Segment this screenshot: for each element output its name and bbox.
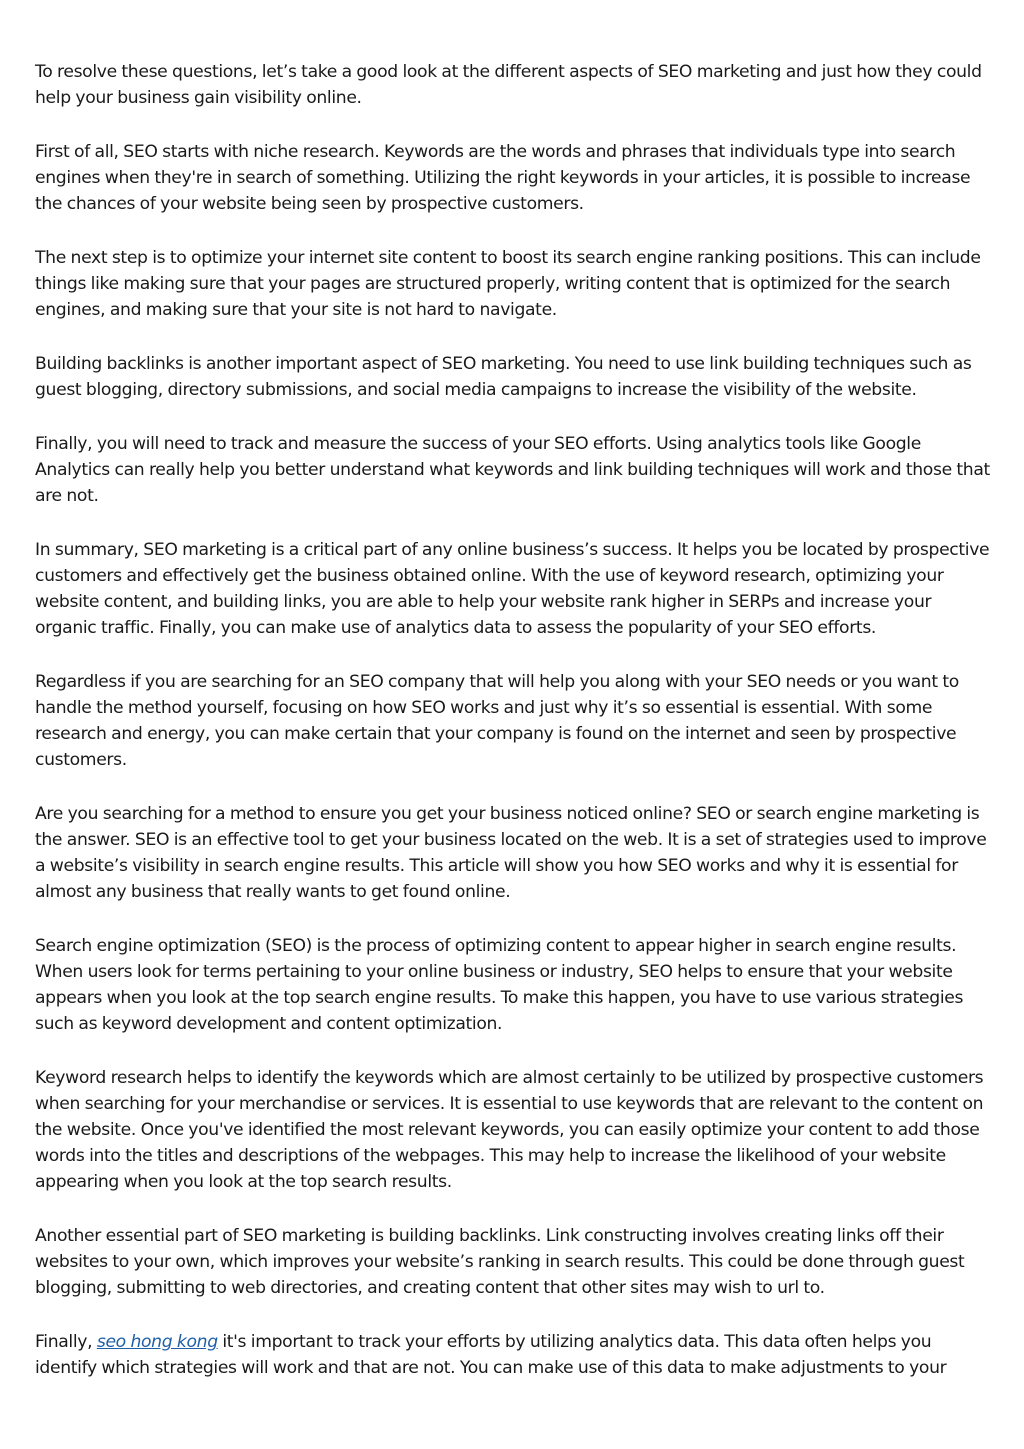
paragraph-3: The next step is to optimize your internet site content to boost its search engine ranking positions. This can include things like making sure that your pages are structured properly, writing content that is optimized for the search engines, and making sure that your site is not hard to navigate.	[35, 248, 981, 320]
paragraph-12-intro: Finally,	[35, 1332, 97, 1352]
paragraph-4: Building backlinks is another important aspect of SEO marketing. You need to use link building techniques such as guest blogging, directory submissions, and social media campaigns to increase the visibility of the website.	[35, 354, 972, 400]
paragraph-1: To resolve these questions, let’s take a good look at the different aspects of SEO marketing and just how they could help your business gain visibility online.	[35, 62, 982, 108]
paragraph-11: Another essential part of SEO marketing is building backlinks. Link constructing involves creating links off their websites to your own, which improves your website’s ranking in search results. This could be done through guest blogging, submitting to web directories, and creating content that other sites may wish to url to.	[35, 1226, 965, 1298]
paragraph-8: Are you searching for a method to ensure you get your business noticed online? SEO or search engine marketing is the answer. SEO is an effective tool to get your business located on the web. It is a set of strategies used to improve a website’s visibility in search engine results. This article will show you how SEO works and why it is essential for almost any business that really wants to get found online.	[35, 804, 987, 902]
paragraph-9: Search engine optimization (SEO) is the process of optimizing content to appear higher in search engine results. When users look for terms pertaining to your online business or industry, SEO helps to ensure that your website appears when you look at the top search engine results. To make this happen, you have to use various strategies such as keyword development and content optimization.	[35, 936, 964, 1034]
paragraph-10: Keyword research helps to identify the keywords which are almost certainly to be utilized by prospective customers when searching for your merchandise or services. It is essential to use keywords that are relevant to the content on the website. Once you've identified the most relevant keywords, you can easily optimize your content to add those words into the titles and descriptions of the webpages. This may help to increase the likelihood of your website appearing when you look at the top search results.	[35, 1068, 984, 1192]
paragraph-6: In summary, SEO marketing is a critical part of any online business’s success. It helps you be located by prospective customers and effectively get the business obtained online. With the use of keyword research, optimizing your website content, and building links, you are able to help your website rank higher in SERPs and increase your organic traffic. Finally, you can make use of analytics data to assess the popularity of your SEO efforts.	[35, 540, 990, 638]
paragraph-5: Finally, you will need to track and measure the success of your SEO efforts. Using analytics tools like Google Analytics can really help you better understand what keywords and link building techniques will work and those that are not.	[35, 434, 990, 506]
paragraph-12-body: it's important to track your efforts by utilizing analytics data. This data often helps you identify which strategies will work and that are not. You can make use of this data to make adjustments to your	[35, 1332, 947, 1378]
paragraph-7: Regardless if you are searching for an SEO company that will help you along with your SEO needs or you want to handle the method yourself, focusing on how SEO works and just why it’s so essential is essential. With some research and energy, you can make certain that your company is found on the internet and seen by prospective customers.	[35, 672, 959, 770]
seo-hong-kong-link[interactable]: seo hong kong	[96, 1332, 218, 1352]
paragraph-2: First of all, SEO starts with niche research. Keywords are the words and phrases that individuals type into search engines when they're in search of something. Utilizing the right keywords in your articles, it is possible to increase the chances of your website being seen by prospective customers.	[35, 142, 971, 214]
document-body	[35, 59, 995, 1409]
paragraph-12	[35, 1329, 995, 1381]
